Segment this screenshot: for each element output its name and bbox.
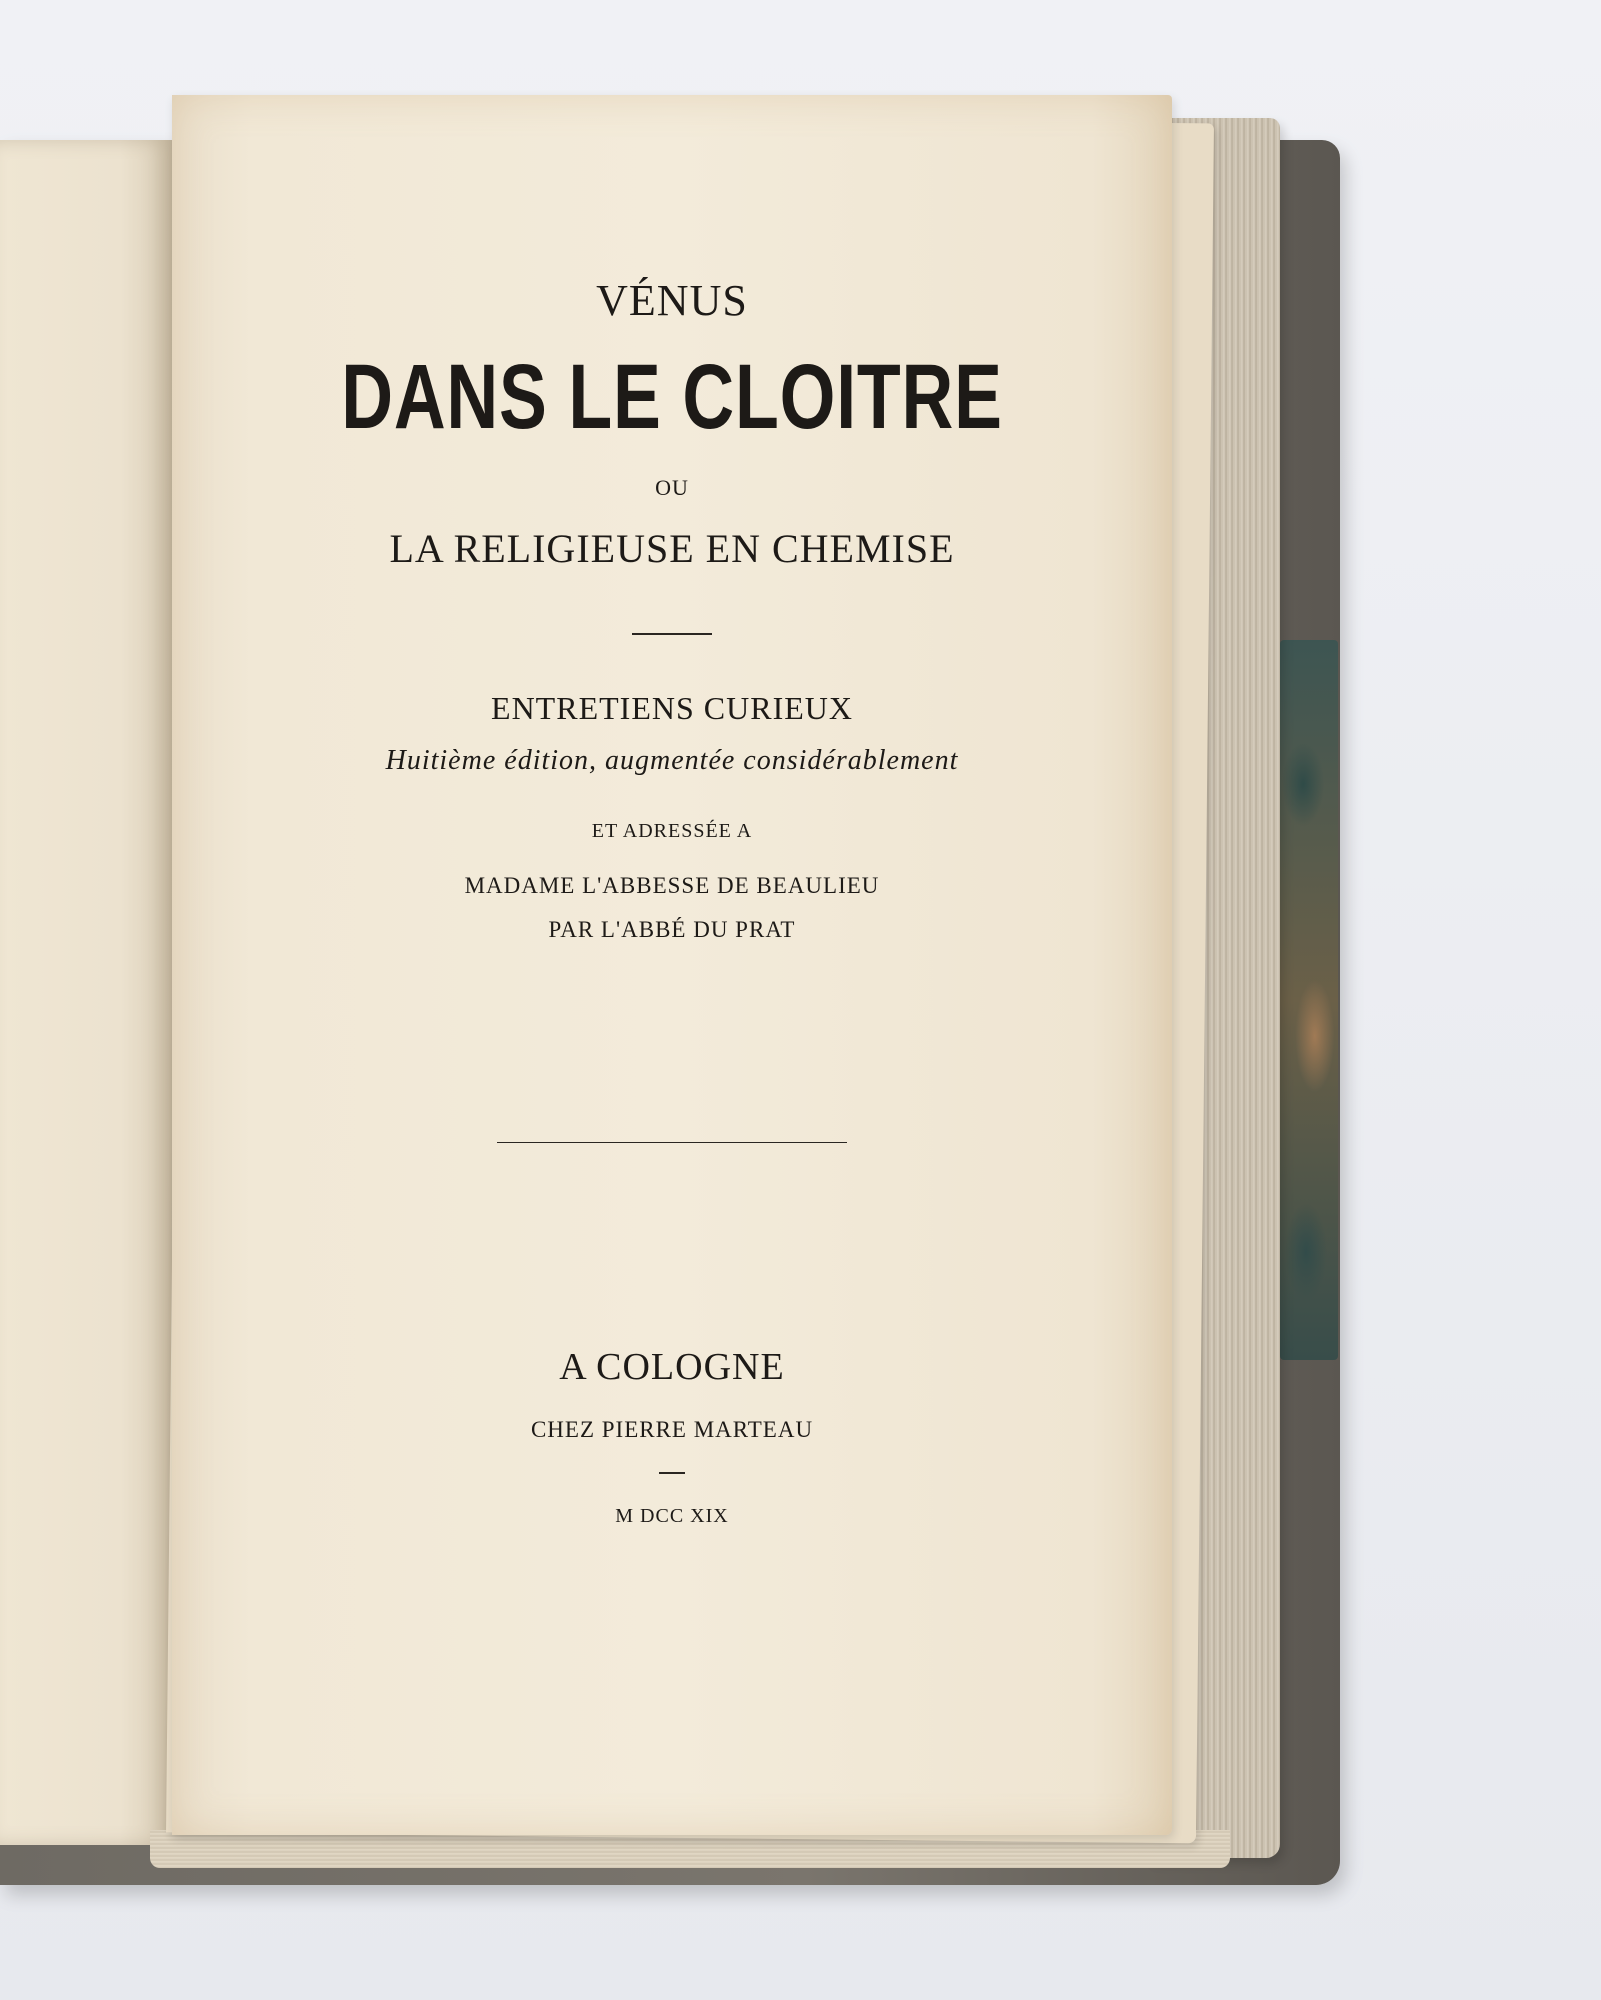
imprint-publisher: CHEZ PIERRE MARTEAU — [530, 1417, 814, 1442]
title-ou: OU — [655, 475, 689, 500]
divider-tiny — [659, 1472, 685, 1474]
author-line: PAR L'ABBÉ DU PRAT — [548, 917, 796, 942]
entretiens-line: ENTRETIENS CURIEUX — [491, 690, 853, 726]
title-venus: VÉNUS — [596, 276, 748, 325]
marbled-spine — [1280, 640, 1338, 1360]
adressee-line: ET ADRESSÉE A — [591, 820, 753, 842]
imprint-year: M DCC XIX — [615, 1505, 729, 1527]
left-page — [0, 140, 172, 1845]
main-title: DANS LE CLOITRE — [341, 346, 1003, 448]
title-page — [172, 95, 1172, 1835]
divider-short — [632, 633, 712, 635]
subtitle: LA RELIGIEUSE EN CHEMISE — [389, 526, 955, 571]
imprint-place: A COLOGNE — [559, 1346, 785, 1388]
divider-long — [497, 1142, 847, 1143]
dedicatee-line: MADAME L'ABBESSE DE BEAULIEU — [464, 873, 880, 898]
edition-line: Huitième édition, augmentée considérablement — [385, 745, 959, 776]
